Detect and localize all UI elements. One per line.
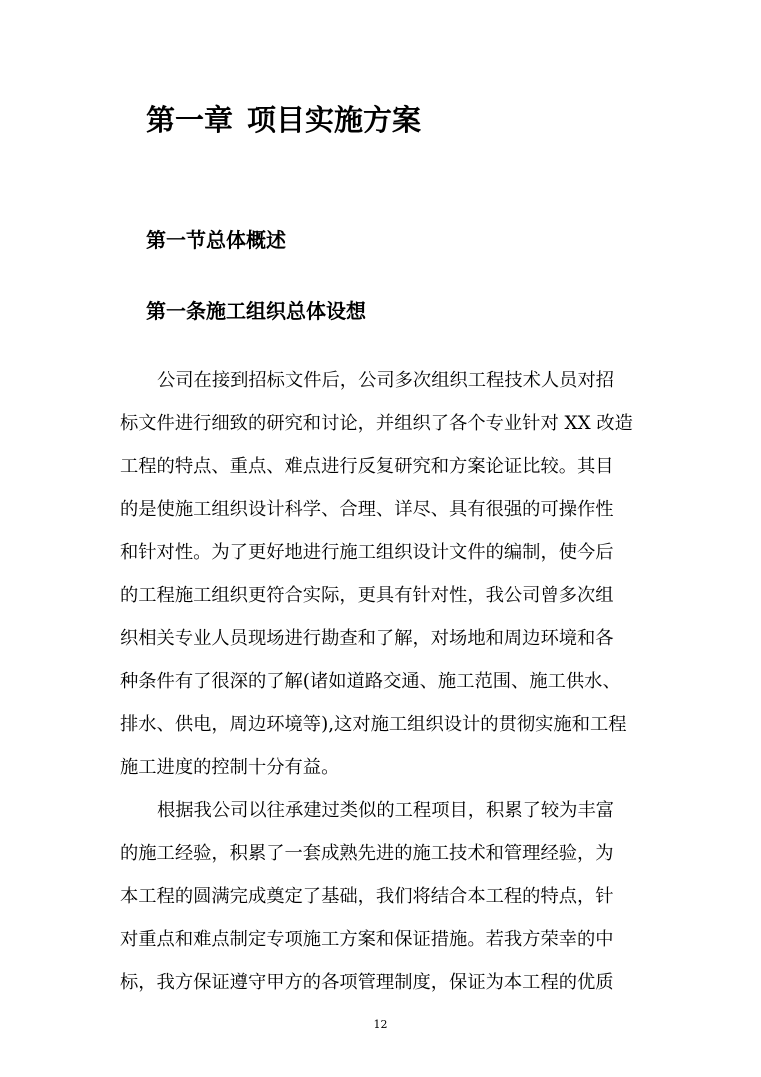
paragraph-2-line-5: 标，我方保证遵守甲方的各项管理制度，保证为本工程的优质 (120, 972, 614, 993)
paragraph-1-line-5: 和针对性。为了更好地进行施工组织设计文件的编制，使今后 (120, 542, 614, 563)
paragraph-1-line-6: 的工程施工组织更符合实际，更具有针对性，我公司曾多次组 (120, 585, 614, 606)
chapter-title (146, 98, 421, 142)
section-title: 第一节总体概述 (146, 228, 286, 252)
paragraph-2-line-2: 的施工经验，积累了一套成熟先进的施工技术和管理经验，为 (120, 843, 614, 864)
paragraph-1-line-3: 工程的特点、重点、难点进行反复研究和方案论证比较。其目 (120, 456, 614, 477)
paragraph-1-line-1: 公司在接到招标文件后，公司多次组织工程技术人员对招 (157, 370, 615, 391)
chapter-name: 项目实施方案 (247, 103, 422, 137)
article-title: 第一条施工组织总体设想 (146, 299, 366, 323)
page-number: 12 (373, 1018, 388, 1031)
paragraph-1-line-10: 施工进度的控制十分有益。 (120, 757, 340, 778)
paragraph-2-line-3: 本工程的圆满完成奠定了基础，我们将结合本工程的特点，针 (120, 886, 614, 907)
chapter-label: 第一章 (146, 103, 234, 137)
paragraph-1-line-8: 种条件有了很深的了解(诸如道路交通、施工范围、施工供水、 (120, 671, 621, 692)
paragraph-1-line-9: 排水、供电，周边环境等),这对施工组织设计的贯彻实施和工程 (120, 714, 627, 735)
paragraph-2-line-4: 对重点和难点制定专项施工方案和保证措施。若我方荣幸的中 (120, 929, 614, 950)
paragraph-1-line-7: 织相关专业人员现场进行勘查和了解，对场地和周边环境和各 (120, 628, 614, 649)
paragraph-1-line-2: 标文件进行细致的研究和讨论，并组织了各个专业针对 XX 改造 (120, 413, 633, 434)
paragraph-2-line-1: 根据我公司以往承建过类似的工程项目，积累了较为丰富 (157, 800, 615, 821)
paragraph-1-line-4: 的是使施工组织设计科学、合理、详尽、具有很强的可操作性 (120, 499, 614, 520)
